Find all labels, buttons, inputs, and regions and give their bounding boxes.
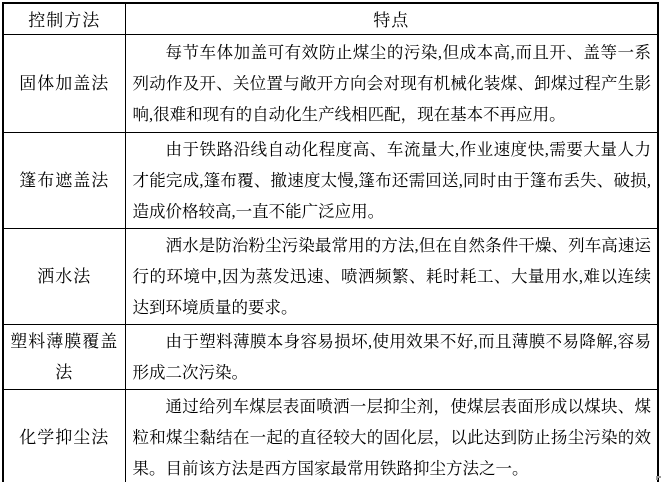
feature-cell-plastic-film bbox=[125, 324, 658, 389]
table-resize-corner-mark bbox=[656, 476, 661, 480]
method-cell-plastic-film: 塑料薄膜覆盖法 bbox=[3, 324, 125, 389]
feature-text: 每节车体加盖可有效防止煤尘的污染,但成本高,而且开、盖等一系列动作及开、关位置与敞开方向会对现有机械化装煤、卸煤过程产生影响,很难和现有的自动化生产线相匹配，现在基本不再应用。 bbox=[132, 42, 651, 124]
table-row bbox=[3, 324, 658, 389]
feature-cell-water-spray bbox=[125, 228, 658, 324]
feature-cell-solid-cover bbox=[125, 34, 658, 132]
table-row bbox=[3, 34, 658, 132]
table-row bbox=[3, 389, 658, 482]
feature-cell-chemical-suppressant bbox=[125, 389, 658, 482]
dust-control-methods-table bbox=[2, 2, 659, 482]
method-cell-tarp-cover: 篷布遮盖法 bbox=[3, 132, 125, 228]
feature-text: 由于塑料薄膜本身容易损坏,使用效果不好,而且薄膜不易降解,容易形成二次污染。 bbox=[132, 331, 651, 382]
feature-text: 通过给列车煤层表面喷洒一层抑尘剂，使煤层表面形成以煤块、煤粒和煤尘黏结在一起的直径较大的固化层，以此达到防止扬尘污染的效果。目前该方法是西方国家最常用铁路抑尘方法之一。 bbox=[132, 396, 651, 478]
feature-text: 洒水是防治粉尘污染最常用的方法,但在自然条件干燥、列车高速运行的环境中,因为蒸发迅速、喷洒频繁、耗时耗工、大量用水,难以连续达到环境质量的要求。 bbox=[132, 235, 651, 317]
table-row bbox=[3, 132, 658, 228]
feature-cell-tarp-cover bbox=[125, 132, 658, 228]
column-header-feature: 特点 bbox=[125, 3, 658, 34]
column-header-method: 控制方法 bbox=[3, 3, 125, 34]
table-row bbox=[3, 228, 658, 324]
method-cell-water-spray: 洒水法 bbox=[3, 228, 125, 324]
method-cell-solid-cover: 固体加盖法 bbox=[3, 34, 125, 132]
table-header-row bbox=[3, 3, 658, 34]
method-cell-chemical-suppressant: 化学抑尘法 bbox=[3, 389, 125, 482]
feature-text: 由于铁路沿线自动化程度高、车流量大,作业速度快,需要大量人力才能完成,篷布覆、撤速度太慢,篷布还需回送,同时由于篷布丢失、破损,造成价格较高,一直不能广泛应用。 bbox=[132, 139, 651, 221]
